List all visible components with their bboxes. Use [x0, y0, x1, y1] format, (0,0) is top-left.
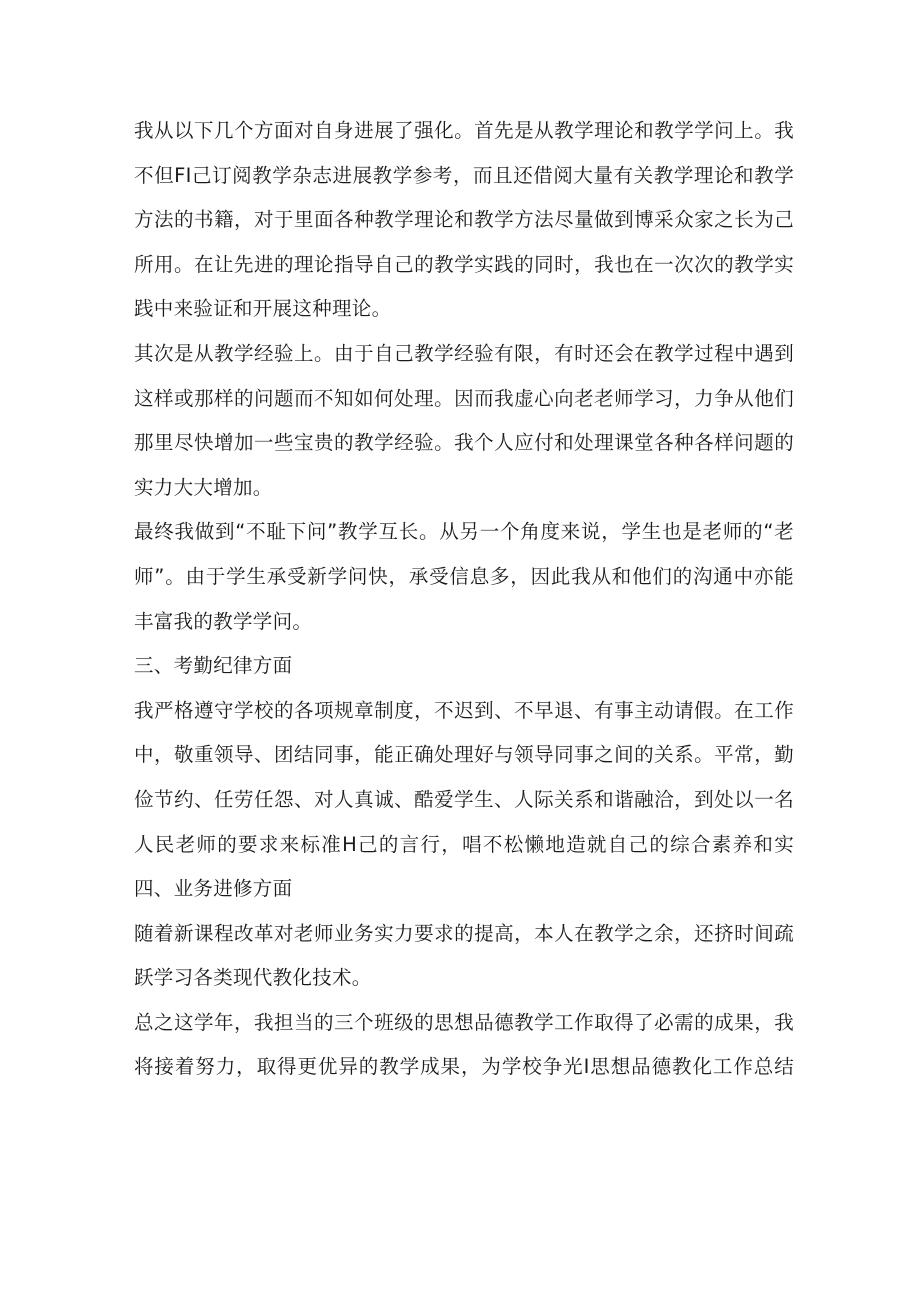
- text-line: 人民老师的要求来标准H己的言行，唱不松懒地造就自己的综合素养和实: [134, 832, 794, 856]
- text-line: 俭节约、任劳任怨、对人真诚、酷爱学生、人际关系和谐融洽，到处以一名: [134, 787, 794, 811]
- text-line: 中，敬重领导、团结同事，能正确处理好与领导同事之间的关系。平常，勤: [134, 743, 794, 767]
- text-line: 随着新课程改革对老师业务实力要求的提高，本人在教学之余，还挤时间疏: [134, 921, 794, 945]
- section-heading: 三、考勤纪律方面: [134, 654, 293, 678]
- text-line: 跃学习各类现代教化技术。: [134, 966, 372, 990]
- text-line: 将接着努力，取得更优异的教学成果，为学校争光I思想品德教化工作总结: [134, 1055, 794, 1079]
- text-line: 这样或那样的问题而不知如何处理。因而我虚心向老老师学习，力争从他们: [134, 386, 794, 410]
- text-line: 我严格遵守学校的各项规章制度，不迟到、不早退、有事主动请假。在工作: [134, 698, 794, 722]
- text-line: 践中来验证和开展这种理论。: [134, 297, 392, 321]
- section-heading: 四、业务进修方面: [134, 877, 293, 901]
- text-line: 最终我做到“不耻下问”教学互长。从另一个角度来说，学生也是老师的“老: [134, 520, 794, 544]
- text-line: 不但FI己订阅教学杂志进展教学参考，而且还借阅大量有关教学理论和教学: [134, 163, 794, 187]
- text-line: 实力大大增加。: [134, 475, 273, 499]
- text-line: 师”。由于学生承受新学问快，承受信息多，因此我从和他们的沟通中亦能: [134, 564, 794, 588]
- text-line: 总之这学年，我担当的三个班级的思想品德教学工作取得了必需的成果，我: [134, 1010, 794, 1034]
- text-line: 所用。在让先进的理论指导自己的教学实践的同时，我也在一次次的教学实: [134, 252, 794, 276]
- body-text: [134, 109, 794, 1090]
- text-line: 那里尽快增加一些宝贵的教学经验。我个人应付和处理课堂各种各样问题的: [134, 431, 794, 455]
- text-line: 丰富我的教学学问。: [134, 609, 313, 633]
- text-line: 方法的书籍，对于里面各种教学理论和教学方法尽量做到博采众家之长为己: [134, 208, 794, 232]
- text-line: 其次是从教学经验上。由于自己教学经验有限，有时还会在教学过程中遇到: [134, 341, 794, 365]
- text-line: 我从以下几个方面对自身进展了强化。首先是从教学理论和教学学问上。我: [134, 119, 794, 142]
